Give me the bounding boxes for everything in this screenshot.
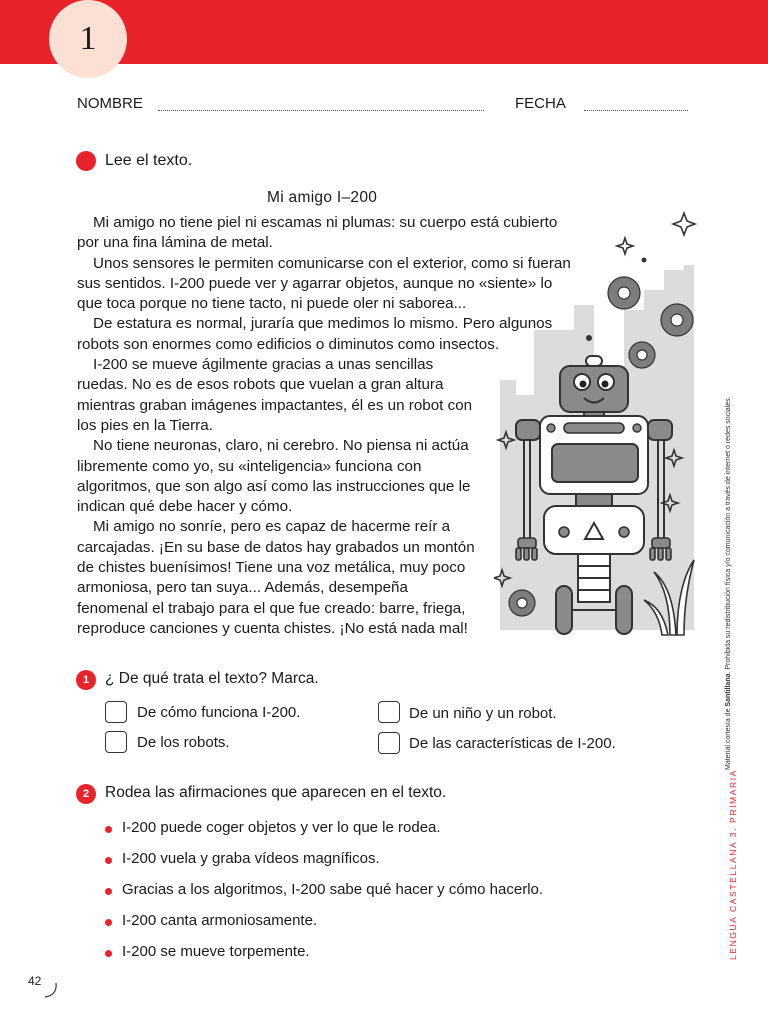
story-line: reproduce canciones y cuenta chistes. ¡No está nada mal!: [77, 619, 468, 637]
story-title: Mi amigo I–200: [267, 189, 378, 206]
instruction-bullet: [76, 151, 96, 171]
story-line: de chistes buenísimos! Tiene una voz metálica, muy poco: [77, 559, 466, 577]
option-1-label: De cómo funciona I-200.: [137, 704, 301, 721]
page-corner-mark: [44, 982, 58, 998]
story-line: ruedas. No es de esos robots que vuelan a gran altura: [77, 376, 444, 394]
story-line: por una fina lámina de metal.: [77, 234, 273, 252]
story-line: los pies en la Tierra.: [77, 416, 213, 434]
story-line: mientras graban imágenes impactantes, él es un robot con: [77, 396, 473, 414]
option-4-label: De las características de I-200.: [409, 735, 616, 752]
question-1-text: ¿ De qué trata el texto? Marca.: [105, 670, 319, 687]
statement-2-bullet: [105, 857, 112, 864]
name-field[interactable]: [158, 110, 484, 111]
option-3-label: De los robots.: [137, 734, 230, 751]
story-line: que toca porque no tiene tacto, ni puede oler ni saborea...: [77, 295, 467, 313]
robot-illustration: [494, 210, 704, 640]
story-line: Mi amigo no tiene piel ni escamas ni plumas: su cuerpo está cubierto: [93, 214, 558, 231]
story-line: robots son enormes como edificios o diminutos como insectos.: [77, 335, 500, 353]
story-line: Unos sensores le permiten comunicarse con el exterior, como si fueran: [93, 254, 571, 272]
course-label: LENGUA CASTELLANA 3. PRIMARIA: [728, 769, 738, 960]
date-label: FECHA: [515, 95, 566, 112]
story-line: algoritmos, que son algo así como las instrucciones que le: [77, 477, 471, 495]
story-line: De estatura es normal, juraría que medimos lo mismo. Pero algunos: [93, 315, 553, 333]
statement-1-bullet: [105, 826, 112, 833]
story-line: indican qué debe hacer y cómo.: [77, 498, 293, 516]
unit-number-badge: [49, 0, 127, 78]
page-number: 42: [28, 974, 42, 988]
story-line: carcajadas. ¡En su base de datos hay grabados un montón: [77, 538, 475, 556]
option-1-checkbox[interactable]: [105, 701, 127, 723]
option-2-checkbox[interactable]: [378, 701, 400, 723]
story-line: No tiene neuronas, claro, ni cerebro. No piensa ni actúa: [93, 437, 469, 455]
option-2-label: De un niño y un robot.: [409, 705, 557, 722]
story-line: Mi amigo no sonríe, pero es capaz de hacerme reír a: [93, 518, 451, 536]
question-2-number: 2: [76, 784, 96, 804]
statement-3-bullet: [105, 888, 112, 895]
name-label: NOMBRE: [77, 95, 143, 112]
option-4-checkbox[interactable]: [378, 732, 400, 754]
legal-notice: Material cortesía de Santillana. Prohibida su redistribución física y/o comunicación a través de internet o redes sociales.: [725, 396, 732, 770]
unit-number: 1: [79, 20, 97, 57]
story-line: I-200 se mueve ágilmente gracias a unas sencillas: [93, 356, 434, 374]
option-3-checkbox[interactable]: [105, 731, 127, 753]
story-line: libremente como yo, su «inteligencia» funciona con: [77, 457, 422, 475]
reading-instruction: Lee el texto.: [105, 152, 193, 169]
question-1-number: 1: [76, 670, 96, 690]
story-line: sus sentidos. I-200 puede ver y agarrar objetos, aunque no «siente» lo: [77, 274, 553, 292]
story-line: fenomenal el trabajo para el que fue creado: barre, friega,: [77, 599, 466, 617]
statement-4[interactable]: I-200 canta armoniosamente.: [122, 912, 318, 929]
date-field[interactable]: [584, 110, 688, 111]
statement-1[interactable]: I-200 puede coger objetos y ver lo que le rodea.: [122, 819, 441, 836]
statement-4-bullet: [105, 919, 112, 926]
statement-5[interactable]: I-200 se mueve torpemente.: [122, 943, 310, 960]
statement-3[interactable]: Gracias a los algoritmos, I-200 sabe qué hacer y cómo hacerlo.: [122, 881, 544, 898]
question-2-text: Rodea las afirmaciones que aparecen en el texto.: [105, 784, 447, 801]
statement-2[interactable]: I-200 vuela y graba vídeos magníficos.: [122, 850, 380, 867]
story-line: armoniosa, pero tan suya... Además, desempeña: [77, 579, 408, 597]
statement-5-bullet: [105, 950, 112, 957]
publisher-name: Santillana: [725, 673, 732, 707]
